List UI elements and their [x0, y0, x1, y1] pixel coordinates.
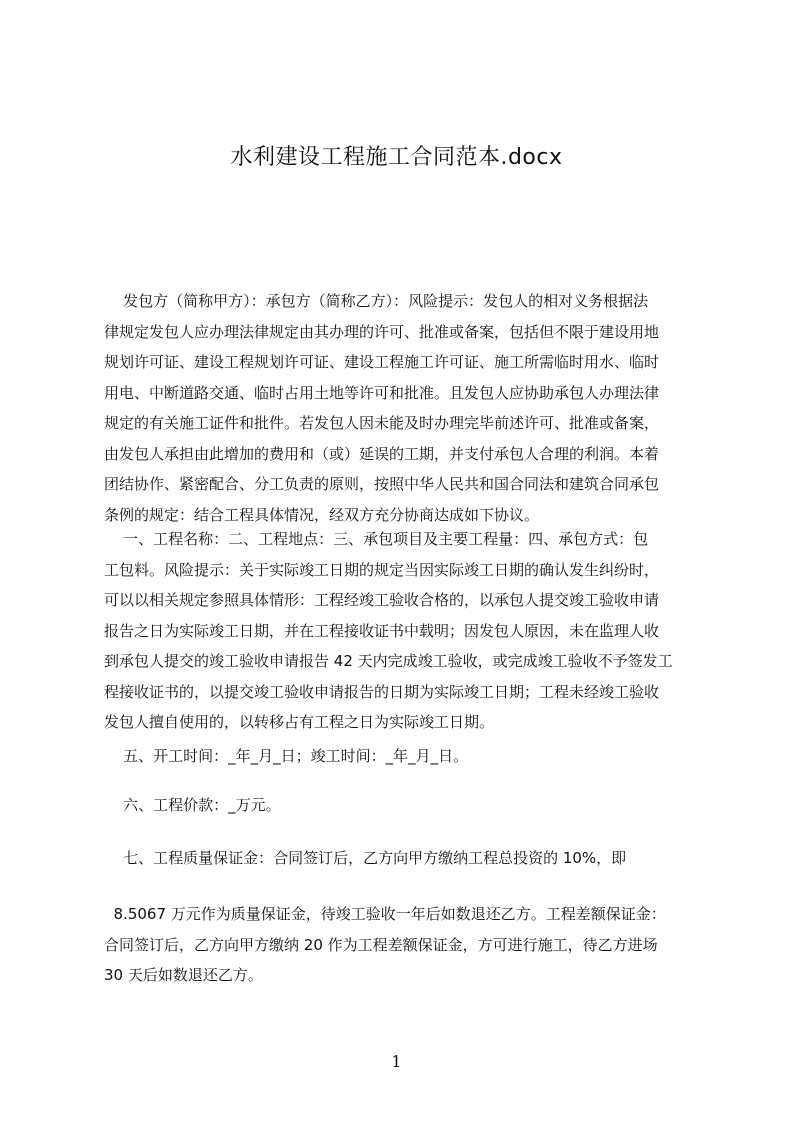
- page-number: 1: [391, 1052, 402, 1071]
- paragraph-line: 程接收证书的，以提交竣工验收申请报告的日期为实际竣工日期；工程未经竣工验收: [104, 682, 660, 701]
- paragraph-line: 报告之日为实际竣工日期，并在工程接收证书中载明；因发包人原因，未在监理人收: [104, 621, 660, 640]
- paragraph-price: [104, 790, 704, 821]
- paragraph-line: 律规定发包人应办理法律规定由其办理的许可、批准或备案，包括但不限于建设用地: [104, 322, 660, 341]
- paragraph-line: 到承包人提交的竣工验收申请报告 42 天内完成竣工验收，或完成竣工验收不予签发工: [104, 652, 673, 670]
- paragraph-line: 用电、中断道路交通、临时占用土地等许可和批准。且发包人应协助承包人办理法律: [104, 383, 660, 402]
- paragraph-line: 可以以相关规定参照具体情形：工程经竣工验收合格的，以承包人提交竣工验收申请: [104, 591, 660, 609]
- paragraph-deposit-continued: [104, 899, 704, 991]
- paragraph-line: 8.5067 万元作为质量保证金，待竣工验收一年后如数退还乙方。工程差额保证金：: [104, 905, 666, 923]
- paragraph-line: 六、工程价款：_万元。: [104, 796, 281, 814]
- paragraph-deposit: [104, 843, 704, 874]
- paragraph-line: 规定的有关施工证件和批件。若发包人因未能及时办理完毕前述许可、批准或备案，: [104, 414, 660, 432]
- paragraph-line: 合同签订后，乙方向甲方缴纳 20 作为工程差额保证金，方可进行施工，待乙方进场: [104, 935, 658, 954]
- paragraph-parties: [104, 286, 704, 530]
- paragraph-line: 工包料。风险提示：关于实际竣工日期的规定当因实际竣工日期的确认发生纠纷时，: [104, 560, 660, 579]
- paragraph-project-details: [104, 524, 704, 738]
- paragraph-line: 规划许可证、建设工程规划许可证、建设工程施工许可证、施工所需临时用水、临时: [104, 353, 660, 371]
- paragraph-line: 一、工程名称：二、工程地点：三、承包项目及主要工程量：四、承包方式：包: [104, 530, 649, 548]
- paragraph-line: 发包方（简称甲方）：承包方（简称乙方）：风险提示：发包人的相对义务根据法: [104, 292, 649, 310]
- paragraph-line: 发包人擅自使用的，以转移占有工程之日为实际竣工日期。: [104, 713, 495, 731]
- paragraph-line: 七、工程质量保证金：合同签订后，乙方向甲方缴纳工程总投资的 10%，即: [104, 849, 627, 867]
- paragraph-line: 团结协作、紧密配合、分工负责的原则，按照中华人民共和国合同法和建筑合同承包: [104, 475, 660, 493]
- paragraph-line: 由发包人承担由此增加的费用和（或）延误的工期，并支付承包人合理的利润。本着: [104, 444, 660, 463]
- paragraph-line: 30 天后如数退还乙方。: [104, 966, 263, 984]
- paragraph-line: 条例的规定：结合工程具体情况，经双方充分协商达成如下协议。: [104, 505, 540, 524]
- document-title: 水利建设工程施工合同范本.docx: [230, 145, 563, 170]
- paragraph-line: 五、开工时间：_年_月_日；竣工时间：_年_月_日。: [104, 747, 469, 765]
- paragraph-schedule: [104, 741, 704, 772]
